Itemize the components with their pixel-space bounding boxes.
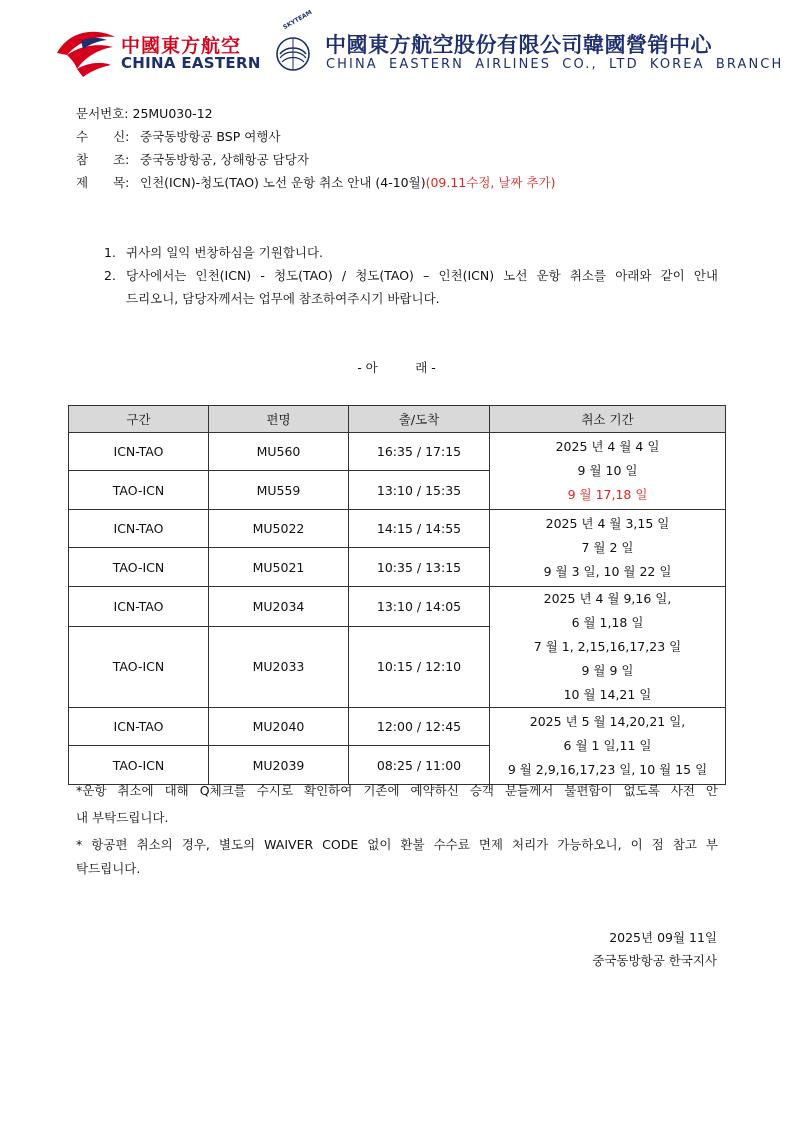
flight-cell: MU5021 — [209, 548, 349, 587]
period-line: 9 월 2,9,16,17,23 일, 10 월 15 일 — [507, 762, 708, 777]
period-line: 2025 년 4 월 4 일 — [555, 439, 660, 454]
header-flight: 편명 — [209, 406, 349, 433]
period-line: 6 월 1 일,11 일 — [563, 738, 652, 753]
period-line: 9 월 10 일 — [577, 463, 638, 478]
table-row — [69, 708, 726, 746]
cancel-period-cell — [490, 708, 726, 785]
period-line: 6 월 1,18 일 — [571, 615, 644, 630]
company-name-english: CHINA EASTERN AIRLINES CO., LTD KOREA BRANCH — [326, 57, 784, 72]
period-line: 9 월 3 일, 10 월 22 일 — [543, 564, 672, 579]
item-1-text: 귀사의 일익 번창하심을 기원합니다. — [126, 245, 324, 260]
period-line: 7 월 2 일 — [581, 540, 634, 555]
note-1-line2: 내 부탁드립니다. — [76, 810, 169, 825]
flight-cell: MU5022 — [209, 510, 349, 548]
notice-title: - 아 래 - — [357, 360, 436, 375]
period-line: 9 월 9 일 — [581, 663, 634, 678]
period-line: 10 월 14,21 일 — [563, 687, 652, 702]
route-cell: TAO-ICN — [69, 548, 209, 587]
note-2-line1: * 항공편 취소의 경우, 별도의 WAIVER CODE 없이 환불 수수료 면제 처리가 가능하오니, 이 점 참고 부 — [76, 837, 718, 852]
cancel-period-cell — [490, 587, 726, 708]
note-1-line1: *운항 취소에 대해 Q체크를 수시로 확인하여 기존에 예약하신 승객 분들께서 불편함이 없도록 사전 안 — [76, 783, 718, 798]
item-2-text-line2: 드리오니, 담당자께서는 업무에 참조하여주시기 바랍니다. — [126, 291, 440, 306]
route-cell: ICN-TAO — [69, 510, 209, 548]
flight-cell: MU2040 — [209, 708, 349, 746]
period-line: 2025 년 4 월 3,15 일 — [545, 516, 670, 531]
logo-chinese-text: 中國東方航空 — [121, 35, 242, 57]
time-cell: 08:25 / 11:00 — [349, 746, 490, 785]
route-cell: TAO-ICN — [69, 746, 209, 785]
issuer-name: 중국동방항공 한국지사 — [592, 953, 717, 968]
time-cell: 10:35 / 13:15 — [349, 548, 490, 587]
table-row — [69, 587, 726, 627]
route-cell: ICN-TAO — [69, 708, 209, 746]
route-cell: ICN-TAO — [69, 587, 209, 627]
period-line: 2025 년 5 월 14,20,21 일, — [529, 714, 686, 729]
table-row — [69, 433, 726, 471]
note-2-line2: 탁드립니다. — [76, 861, 141, 876]
reference-value: 중국동방항공, 상해항공 담당자 — [140, 152, 309, 167]
item-2-number: 2. — [104, 268, 116, 283]
document-number: 문서번호: 25MU030-12 — [76, 106, 213, 121]
time-cell: 16:35 / 17:15 — [349, 433, 490, 471]
flight-cell: MU559 — [209, 471, 349, 510]
item-2-text-line1: 당사에서는 인천(ICN) - 청도(TAO) / 청도(TAO) – 인천(ICN) 노선 운항 취소를 아래와 같이 안내 — [126, 268, 718, 283]
header-cancel-period: 취소 기간 — [490, 406, 726, 433]
recipient-label: 수 신: — [76, 129, 130, 144]
flight-cell: MU2034 — [209, 587, 349, 627]
recipient-value: 중국동방항공 BSP 여행사 — [140, 129, 281, 144]
time-cell: 14:15 / 14:55 — [349, 510, 490, 548]
china-eastern-swallow-logo-icon — [55, 27, 117, 77]
time-cell: 10:15 / 12:10 — [349, 626, 490, 707]
cancel-period-cell — [490, 433, 726, 510]
time-cell: 13:10 / 15:35 — [349, 471, 490, 510]
route-cell: ICN-TAO — [69, 433, 209, 471]
time-cell: 13:10 / 14:05 — [349, 587, 490, 627]
header-time: 출/도착 — [349, 406, 490, 433]
header — [0, 0, 793, 90]
cancellation-schedule-table — [68, 405, 726, 785]
table-row — [69, 510, 726, 548]
period-line-added: 9 월 17,18 일 — [567, 487, 648, 502]
item-1-number: 1. — [104, 245, 116, 260]
subject-label: 제 목: — [76, 175, 130, 190]
flight-cell: MU560 — [209, 433, 349, 471]
route-cell: TAO-ICN — [69, 471, 209, 510]
cancel-period-cell — [490, 510, 726, 587]
header-route: 구간 — [69, 406, 209, 433]
flight-cell: MU2039 — [209, 746, 349, 785]
period-line: 2025 년 4 월 9,16 일, — [543, 591, 672, 606]
skyteam-label: SKYTEAM — [282, 8, 314, 32]
logo-english-text: CHINA EASTERN — [121, 54, 261, 72]
issue-date: 2025년 09월 11일 — [609, 930, 717, 945]
route-cell: TAO-ICN — [69, 626, 209, 707]
reference-label: 참 조: — [76, 152, 130, 167]
flight-cell: MU2033 — [209, 626, 349, 707]
skyteam-logo-icon — [268, 24, 318, 76]
time-cell: 12:00 / 12:45 — [349, 708, 490, 746]
period-line: 7 월 1, 2,15,16,17,23 일 — [533, 639, 682, 654]
subject-value: 인천(ICN)-청도(TAO) 노선 운항 취소 안내 (4-10월) — [140, 175, 426, 190]
company-name-chinese: 中國東方航空股份有限公司韓國營销中心 — [325, 33, 712, 57]
subject-revision-note: (09.11수정, 날짜 추가) — [425, 175, 556, 190]
subject-line — [140, 174, 556, 191]
table-header-row — [69, 406, 726, 433]
